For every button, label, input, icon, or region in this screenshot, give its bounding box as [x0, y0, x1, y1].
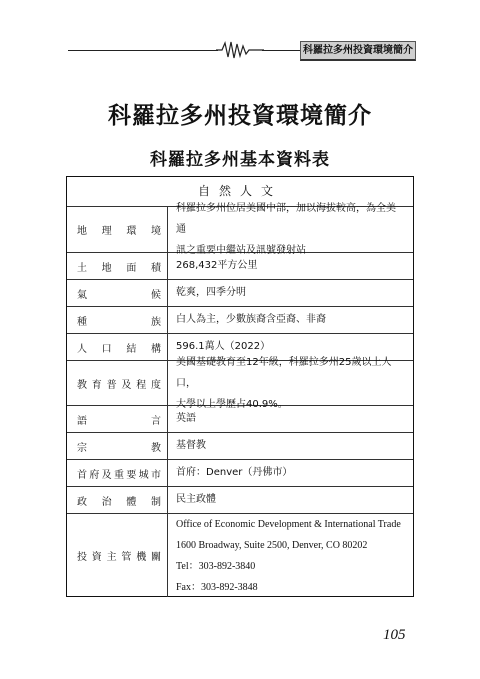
row-value-cell — [168, 460, 413, 486]
row-label: 種族 — [77, 316, 161, 328]
row-value-line: 268,432平方公里 — [176, 260, 258, 271]
table-row — [67, 280, 413, 307]
row-label-cell — [67, 514, 168, 597]
row-value-line: Office of Economic Development & International Trade — [176, 518, 401, 530]
row-value-line: Tel：303-892-3840 — [176, 560, 256, 572]
row-value-cell — [168, 514, 413, 597]
row-label-cell — [67, 307, 168, 333]
table-row — [67, 253, 413, 280]
row-label-cell — [67, 460, 168, 486]
table-row — [67, 203, 413, 256]
row-label-cell — [67, 433, 168, 459]
page-number: 105 — [383, 627, 406, 643]
row-label-cell — [67, 334, 168, 360]
row-value-line: 1600 Broadway, Suite 2500, Denver, CO 80202 — [176, 539, 368, 551]
row-value-cell — [168, 203, 413, 256]
table-row — [67, 307, 413, 334]
row-value-line: 訊之重要中繼站及訊號發射站 — [176, 245, 306, 256]
row-label-cell — [67, 406, 168, 432]
row-label-cell — [67, 253, 168, 279]
row-label: 教育普及程度 — [77, 379, 161, 391]
row-label: 地理環境 — [77, 226, 161, 237]
running-header-title: 科羅拉多州投資環境簡介 — [300, 41, 416, 61]
header-rule-right — [262, 50, 300, 51]
row-value-cell — [168, 253, 413, 279]
basic-info-table — [66, 176, 414, 597]
row-value-cell — [168, 433, 413, 459]
row-label: 宗教 — [77, 442, 161, 454]
page-title: 科羅拉多州投資環境簡介 — [108, 103, 372, 129]
row-value-cell — [168, 406, 413, 432]
row-value-line: 英語 — [176, 413, 196, 424]
row-value-line: 科羅拉多州位居美國中部，加以海拔較高，為全美通 — [176, 203, 396, 235]
table-row — [67, 356, 413, 410]
row-label-cell — [67, 487, 168, 513]
table-heading: 自然人文 — [67, 177, 413, 207]
row-value-cell — [168, 356, 413, 410]
table-row — [67, 460, 413, 487]
row-value-line: Fax：303-892-3848 — [176, 581, 258, 593]
table-row — [67, 406, 413, 433]
row-label: 土地面積 — [77, 262, 161, 274]
row-value-line: 首府：Denver（丹佛市） — [176, 467, 293, 478]
header-rule-left — [68, 50, 218, 51]
row-label: 氣候 — [77, 289, 161, 301]
table-body — [67, 203, 413, 597]
row-value-line: 乾爽，四季分明 — [176, 287, 246, 298]
row-label-cell — [67, 207, 168, 252]
row-label: 投資主管機關 — [77, 552, 161, 563]
row-value-line: 596.1萬人（2022） — [176, 341, 271, 352]
row-value-cell — [168, 307, 413, 333]
row-label-cell — [67, 280, 168, 306]
row-value-line: 大學以上學歷占40.9%。 — [176, 398, 288, 410]
table-row — [67, 514, 413, 597]
row-value-cell — [168, 280, 413, 306]
row-value-cell — [168, 487, 413, 513]
row-label: 人口結構 — [77, 343, 161, 355]
table-row — [67, 433, 413, 460]
row-label: 首府及重要城市 — [77, 469, 161, 481]
heartbeat-wave-icon — [216, 40, 264, 60]
row-value-line: 基督教 — [176, 440, 206, 451]
page-subtitle: 科羅拉多州基本資料表 — [150, 150, 330, 170]
row-label: 政治體制 — [77, 496, 161, 508]
row-label: 語言 — [77, 415, 161, 427]
row-value-line: 白人為主，少數族裔含亞裔、非裔 — [176, 314, 326, 325]
row-value-line: 美國基礎教育至12年級，科羅拉多州25歲以上人口， — [176, 356, 392, 389]
row-label-cell — [67, 361, 168, 405]
table-row — [67, 487, 413, 514]
row-value-line: 民主政體 — [176, 494, 216, 505]
